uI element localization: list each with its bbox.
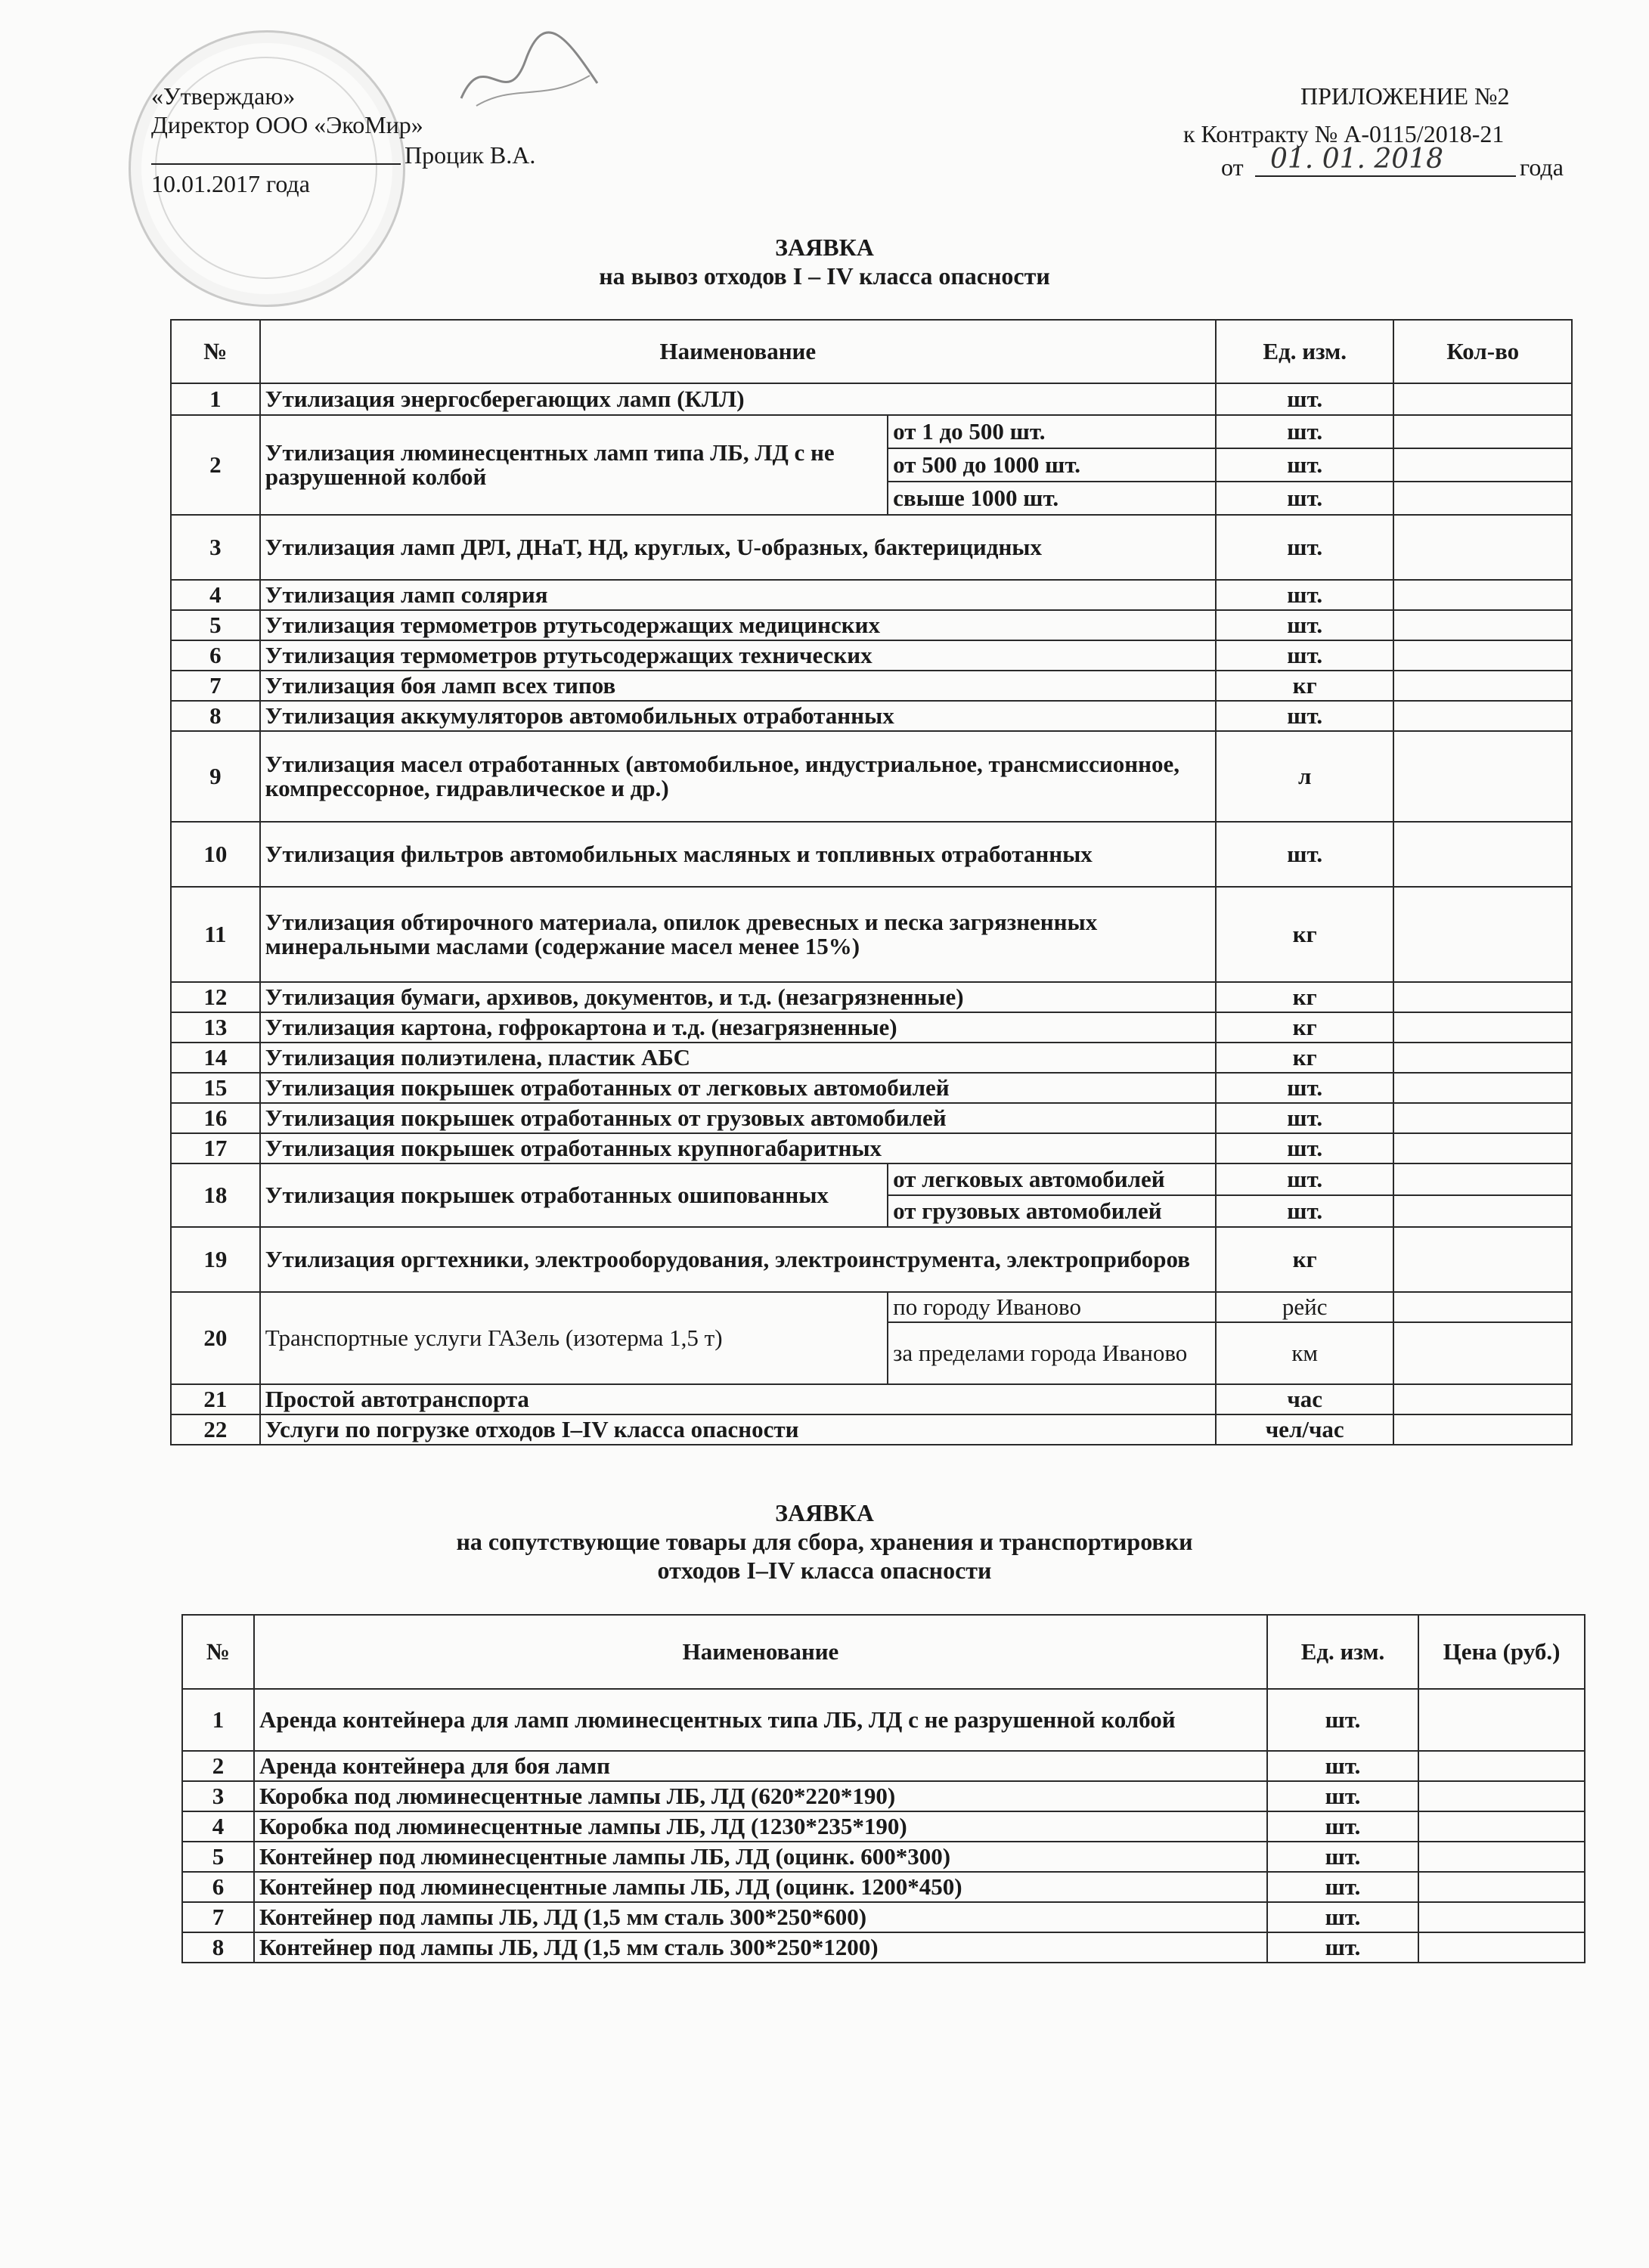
- row-name: Утилизация ламп ДРЛ, ДНаТ, НД, круглых, U-образных, бактерицидных: [260, 515, 1216, 580]
- row-unit: шт.: [1216, 1195, 1393, 1227]
- appendix-title: ПРИЛОЖЕНИЕ №2: [1300, 82, 1510, 110]
- table-row: [171, 731, 1572, 822]
- qty-cell[interactable]: [1393, 671, 1572, 701]
- row-name: Утилизация энергосберегающих ламп (КЛЛ): [260, 383, 1216, 415]
- director-signature: [454, 30, 605, 121]
- row-name: Утилизация покрышек отработанных крупногабаритных: [260, 1133, 1216, 1163]
- row-unit: км: [1216, 1322, 1393, 1384]
- row-name: Утилизация боя ламп всех типов: [260, 671, 1216, 701]
- qty-cell[interactable]: [1393, 448, 1572, 482]
- row-subname: от 500 до 1000 шт.: [888, 448, 1216, 482]
- header-qty: Кол-во: [1393, 320, 1572, 383]
- table-row: [171, 1012, 1572, 1043]
- price-cell[interactable]: [1418, 1872, 1585, 1902]
- qty-cell[interactable]: [1393, 701, 1572, 731]
- qty-cell[interactable]: [1393, 1103, 1572, 1133]
- price-cell[interactable]: [1418, 1781, 1585, 1811]
- row-num: 14: [171, 1043, 260, 1073]
- row-subname: от легковых автомобилей: [888, 1163, 1216, 1195]
- approval-line-2: Директор ООО «ЭкоМир»: [151, 111, 423, 138]
- table-row: [171, 1163, 1572, 1195]
- row-name: Контейнер под люминесцентные лампы ЛБ, ЛД (оцинк. 1200*450): [254, 1872, 1267, 1902]
- qty-cell[interactable]: [1393, 982, 1572, 1012]
- row-num: 3: [182, 1781, 254, 1811]
- qty-cell[interactable]: [1393, 1163, 1572, 1195]
- row-unit: кг: [1216, 1043, 1393, 1073]
- row-unit: шт.: [1216, 415, 1393, 448]
- row-unit: кг: [1216, 671, 1393, 701]
- row-subname: по городу Иваново: [888, 1292, 1216, 1322]
- row-subname: за пределами города Иваново: [888, 1322, 1216, 1384]
- row-num: 17: [171, 1133, 260, 1163]
- row-unit: шт.: [1216, 640, 1393, 671]
- row-num: 21: [171, 1384, 260, 1414]
- table-row: [171, 1384, 1572, 1414]
- row-unit: шт.: [1267, 1689, 1418, 1751]
- row-num: 8: [171, 701, 260, 731]
- qty-cell[interactable]: [1393, 1073, 1572, 1103]
- row-name: Аренда контейнера для боя ламп: [254, 1751, 1267, 1781]
- row-unit: шт.: [1216, 515, 1393, 580]
- row-unit: шт.: [1216, 822, 1393, 887]
- row-name: Контейнер под люминесцентные лампы ЛБ, ЛД (оцинк. 600*300): [254, 1842, 1267, 1872]
- table-row: [171, 610, 1572, 640]
- row-name: Утилизация аккумуляторов автомобильных отработанных: [260, 701, 1216, 731]
- table-row: [171, 1227, 1572, 1292]
- row-name: Утилизация покрышек отработанных от грузовых автомобилей: [260, 1103, 1216, 1133]
- table-row: [171, 1414, 1572, 1445]
- row-unit: кг: [1216, 887, 1393, 982]
- qty-cell[interactable]: [1393, 1133, 1572, 1163]
- row-name: Утилизация люминесцентных ламп типа ЛБ, ЛД с не разрушенной колбой: [260, 415, 888, 515]
- request2-subtitle-1: на сопутствующие товары для сбора, хранения и транспортировки: [456, 1528, 1193, 1555]
- row-unit: л: [1216, 731, 1393, 822]
- row-name: Услуги по погрузке отходов I–IV класса опасности: [260, 1414, 1216, 1445]
- table-header-row: [182, 1615, 1585, 1689]
- row-unit: рейс: [1216, 1292, 1393, 1322]
- header-num: №: [171, 320, 260, 383]
- row-unit: шт.: [1216, 448, 1393, 482]
- row-name: Утилизация масел отработанных (автомобильное, индустриальное, трансмиссионное, компрессорное, гидравлическое и др.): [260, 731, 1216, 822]
- row-name: Простой автотранспорта: [260, 1384, 1216, 1414]
- qty-cell[interactable]: [1393, 1227, 1572, 1292]
- row-num: 3: [171, 515, 260, 580]
- row-unit: шт.: [1216, 1163, 1393, 1195]
- row-name: Контейнер под лампы ЛБ, ЛД (1,5 мм сталь 300*250*1200): [254, 1932, 1267, 1963]
- row-num: 9: [171, 731, 260, 822]
- row-num: 1: [182, 1689, 254, 1751]
- row-num: 19: [171, 1227, 260, 1292]
- qty-cell[interactable]: [1393, 1043, 1572, 1073]
- row-name: Утилизация покрышек отработанных от легковых автомобилей: [260, 1073, 1216, 1103]
- row-unit: кг: [1216, 1012, 1393, 1043]
- row-unit: чел/час: [1216, 1414, 1393, 1445]
- table-row: [171, 415, 1572, 448]
- table-row: [182, 1902, 1585, 1932]
- price-cell[interactable]: [1418, 1902, 1585, 1932]
- row-name: Коробка под люминесцентные лампы ЛБ, ЛД (1230*235*190): [254, 1811, 1267, 1842]
- row-num: 22: [171, 1414, 260, 1445]
- table-header-row: [171, 320, 1572, 383]
- table-row: [171, 887, 1572, 982]
- row-num: 18: [171, 1163, 260, 1227]
- row-num: 16: [171, 1103, 260, 1133]
- table-row: [182, 1811, 1585, 1842]
- signature-line: [151, 163, 401, 165]
- row-unit: шт.: [1216, 610, 1393, 640]
- price-cell[interactable]: [1418, 1689, 1585, 1751]
- row-name: Контейнер под лампы ЛБ, ЛД (1,5 мм сталь 300*250*600): [254, 1902, 1267, 1932]
- header-unit: Ед. изм.: [1216, 320, 1393, 383]
- table-row: [171, 701, 1572, 731]
- row-num: 4: [182, 1811, 254, 1842]
- qty-cell[interactable]: [1393, 1414, 1572, 1445]
- row-unit: шт.: [1267, 1842, 1418, 1872]
- qty-cell[interactable]: [1393, 1195, 1572, 1227]
- row-name: Транспортные услуги ГАЗель (изотерма 1,5 т): [260, 1292, 888, 1384]
- table-row: [171, 1103, 1572, 1133]
- approval-line-4: 10.01.2017 года: [151, 170, 310, 197]
- header-unit: Ед. изм.: [1267, 1615, 1418, 1689]
- row-num: 6: [171, 640, 260, 671]
- row-num: 5: [182, 1842, 254, 1872]
- request1-title: ЗАЯВКА: [775, 234, 874, 261]
- table-row: [171, 640, 1572, 671]
- header-price: Цена (руб.): [1418, 1615, 1585, 1689]
- request2-subtitle-2: отходов I–IV класса опасности: [657, 1557, 992, 1584]
- table-row: [182, 1932, 1585, 1963]
- row-unit: шт.: [1216, 701, 1393, 731]
- table-row: [171, 982, 1572, 1012]
- row-num: 7: [182, 1902, 254, 1932]
- header-name: Наименование: [260, 320, 1216, 383]
- table-row: [171, 515, 1572, 580]
- table-row: [171, 1292, 1572, 1322]
- appendix-from: от: [1221, 153, 1244, 181]
- row-num: 20: [171, 1292, 260, 1384]
- table-row: [171, 671, 1572, 701]
- row-name: Утилизация оргтехники, электрооборудования, электроинструмента, электроприборов: [260, 1227, 1216, 1292]
- header-num: №: [182, 1615, 254, 1689]
- table-row: [171, 1043, 1572, 1073]
- table-row: [171, 383, 1572, 415]
- row-num: 1: [171, 383, 260, 415]
- row-name: Утилизация термометров ртутьсодержащих медицинских: [260, 610, 1216, 640]
- row-unit: шт.: [1267, 1811, 1418, 1842]
- row-unit: шт.: [1267, 1781, 1418, 1811]
- price-cell[interactable]: [1418, 1811, 1585, 1842]
- approval-line-1: «Утверждаю»: [151, 82, 296, 110]
- row-num: 11: [171, 887, 260, 982]
- row-subname: от 1 до 500 шт.: [888, 415, 1216, 448]
- qty-cell[interactable]: [1393, 415, 1572, 448]
- date-line: [1255, 175, 1516, 177]
- row-name: Утилизация картона, гофрокартона и т.д. (незагрязненные): [260, 1012, 1216, 1043]
- table-row: [182, 1872, 1585, 1902]
- row-subname: свыше 1000 шт.: [888, 482, 1216, 515]
- row-unit: шт.: [1216, 1073, 1393, 1103]
- row-unit: шт.: [1267, 1932, 1418, 1963]
- price-cell[interactable]: [1418, 1751, 1585, 1781]
- row-num: 15: [171, 1073, 260, 1103]
- table-row: [182, 1842, 1585, 1872]
- qty-cell[interactable]: [1393, 822, 1572, 887]
- row-name: Аренда контейнера для ламп люминесцентных типа ЛБ, ЛД с не разрушенной колбой: [254, 1689, 1267, 1751]
- row-unit: шт.: [1267, 1751, 1418, 1781]
- row-num: 2: [182, 1751, 254, 1781]
- goods-table: [181, 1614, 1585, 1963]
- row-unit: шт.: [1216, 383, 1393, 415]
- request1-subtitle: на вывоз отходов I – IV класса опасности: [599, 262, 1050, 290]
- row-unit: кг: [1216, 982, 1393, 1012]
- row-name: Утилизация термометров ртутьсодержащих технических: [260, 640, 1216, 671]
- price-cell[interactable]: [1418, 1842, 1585, 1872]
- qty-cell[interactable]: [1393, 1384, 1572, 1414]
- waste-table: [170, 319, 1573, 1445]
- qty-cell[interactable]: [1393, 610, 1572, 640]
- appendix-contract: к Контракту № А-0115/2018-21: [1183, 120, 1505, 147]
- qty-cell[interactable]: [1393, 1292, 1572, 1322]
- row-name: Утилизация обтирочного материала, опилок древесных и песка загрязненных минеральными маслами (содержание масел менее 15%): [260, 887, 1216, 982]
- qty-cell[interactable]: [1393, 383, 1572, 415]
- row-unit: шт.: [1216, 482, 1393, 515]
- qty-cell[interactable]: [1393, 482, 1572, 515]
- approval-line-3: Процик В.А.: [405, 141, 536, 169]
- row-name: Утилизация бумаги, архивов, документов, и т.д. (незагрязненные): [260, 982, 1216, 1012]
- row-name: Коробка под люминесцентные лампы ЛБ, ЛД (620*220*190): [254, 1781, 1267, 1811]
- row-num: 4: [171, 580, 260, 610]
- row-name: Утилизация фильтров автомобильных масляных и топливных отработанных: [260, 822, 1216, 887]
- row-unit: шт.: [1267, 1872, 1418, 1902]
- appendix-year-suffix: года: [1520, 153, 1564, 181]
- row-name: Утилизация покрышек отработанных ошипованных: [260, 1163, 888, 1227]
- qty-cell[interactable]: [1393, 887, 1572, 982]
- qty-cell[interactable]: [1393, 515, 1572, 580]
- row-num: 10: [171, 822, 260, 887]
- header-name: Наименование: [254, 1615, 1267, 1689]
- date-handwritten: 01. 01. 2018: [1270, 144, 1444, 175]
- qty-cell[interactable]: [1393, 580, 1572, 610]
- row-unit: шт.: [1216, 1103, 1393, 1133]
- table-row: [171, 580, 1572, 610]
- table-row: [171, 1073, 1572, 1103]
- qty-cell[interactable]: [1393, 640, 1572, 671]
- table-row: [182, 1751, 1585, 1781]
- qty-cell[interactable]: [1393, 1012, 1572, 1043]
- request2-title: ЗАЯВКА: [775, 1499, 874, 1526]
- table-row: [171, 822, 1572, 887]
- row-name: Утилизация ламп солярия: [260, 580, 1216, 610]
- row-num: 12: [171, 982, 260, 1012]
- row-num: 7: [171, 671, 260, 701]
- row-num: 2: [171, 415, 260, 515]
- price-cell[interactable]: [1418, 1932, 1585, 1963]
- table-row: [182, 1781, 1585, 1811]
- table-row: [171, 1133, 1572, 1163]
- row-unit: шт.: [1216, 1133, 1393, 1163]
- row-unit: кг: [1216, 1227, 1393, 1292]
- qty-cell[interactable]: [1393, 1322, 1572, 1384]
- row-num: 6: [182, 1872, 254, 1902]
- table-row: [182, 1689, 1585, 1751]
- row-unit: час: [1216, 1384, 1393, 1414]
- row-num: 13: [171, 1012, 260, 1043]
- row-num: 8: [182, 1932, 254, 1963]
- row-unit: шт.: [1267, 1902, 1418, 1932]
- qty-cell[interactable]: [1393, 731, 1572, 822]
- row-num: 5: [171, 610, 260, 640]
- row-subname: от грузовых автомобилей: [888, 1195, 1216, 1227]
- row-name: Утилизация полиэтилена, пластик АБС: [260, 1043, 1216, 1073]
- row-unit: шт.: [1216, 580, 1393, 610]
